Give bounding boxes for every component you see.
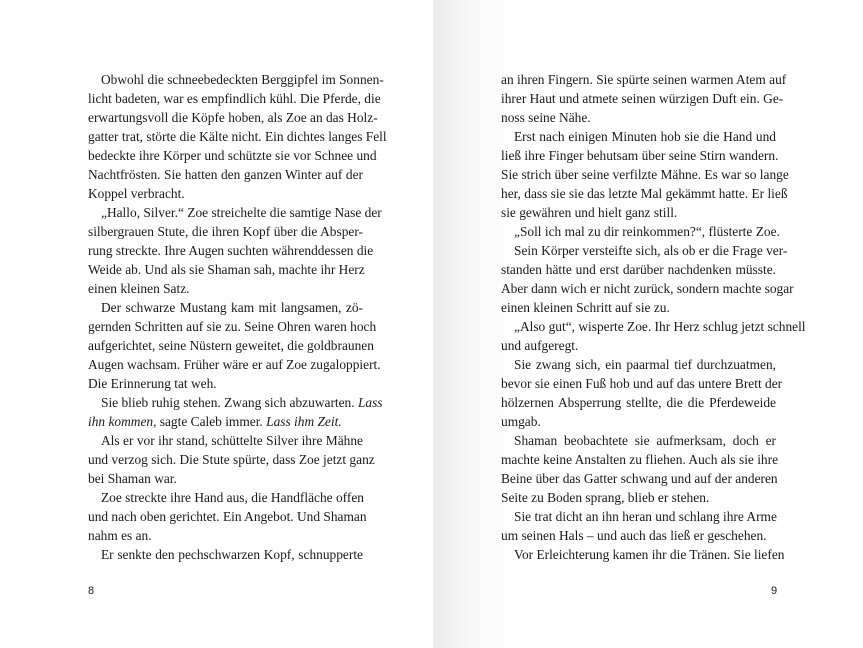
text-line: ihn kommen, sagte Caleb immer. Lass ihm Zeit. (88, 414, 342, 429)
text-line: machte keine Anstalten zu fliehen. Auch als sie ihre (501, 452, 779, 467)
text-line: und verzog sich. Die Stute spürte, dass Zoe jetzt ganz (88, 452, 375, 467)
text-line: standen hätte und erst darüber nachdenken müsste. (501, 262, 776, 277)
text-line: nahm es an. (88, 528, 152, 543)
text-line: Shaman beobachtete sie aufmerksam, doch er (514, 433, 776, 448)
text-line: licht badeten, war es empfindlich kühl. Die Pferde, die (88, 91, 381, 106)
text-line: ihrer Haut und atmete seinen würzigen Duft ein. Ge- (501, 91, 784, 106)
text-line: Erst nach einigen Minuten hob sie die Hand und (514, 129, 776, 144)
right-page-number: 9 (771, 585, 778, 597)
text-line: Sein Körper versteifte sich, als ob er die Frage ver- (514, 243, 788, 258)
text-line: silbergrauen Stute, die ihren Kopf über die Absper- (88, 224, 363, 239)
text-line: Sie blieb ruhig stehen. Zwang sich abzuwarten. Lass (101, 395, 383, 410)
text-line: um seinen Hals – und auch das ließ er geschehen. (501, 528, 767, 543)
right-page (433, 0, 863, 648)
text-line: Beine über das Gatter schwang und auf der anderen (501, 471, 778, 486)
text-line: bevor sie einen Fuß hob und auf das untere Brett der (501, 376, 783, 391)
text-line: einen kleinen Satz. (88, 281, 190, 296)
text-line: Zoe streckte ihre Hand aus, die Handfläche offen (101, 490, 364, 505)
text-line: her, dass sie sie das letzte Mal gekämmt hatte. Er ließ (501, 186, 788, 201)
text-line: bei Shaman war. (88, 471, 177, 486)
left-page-text (88, 70, 387, 564)
text-line: aufgerichtet, seine Nüstern geweitet, die goldbraunen (88, 338, 374, 353)
text-line: Weide ab. Und als sie Shaman sah, machte ihr Herz (88, 262, 365, 277)
text-line: einen kleinen Schritt auf sie zu. (501, 300, 670, 315)
text-line: umgab. (501, 414, 541, 429)
text-line: „Soll ich mal zu dir reinkommen?“, flüsterte Zoe. (514, 224, 780, 239)
text-line: Aber dann wich er nicht zurück, sondern machte sogar (501, 281, 794, 296)
text-line: Er senkte den pechschwarzen Kopf, schnupperte (101, 547, 363, 562)
text-line: und nach oben gerichtet. Ein Angebot. Und Shaman (88, 509, 367, 524)
text-line: Augen wachsam. Früher wäre er auf Zoe zugaloppiert. (88, 357, 381, 372)
text-line: gernden Schritten auf sie zu. Seine Ohren waren hoch (88, 319, 377, 334)
text-line: Vor Erleichterung kamen ihr die Tränen. Sie liefen (514, 547, 785, 562)
text-line: „Also gut“, wisperte Zoe. Ihr Herz schlug jetzt schnell (514, 319, 806, 334)
text-line: an ihren Fingern. Sie spürte seinen warmen Atem auf (501, 72, 787, 87)
text-line: und aufgeregt. (501, 338, 579, 353)
text-line: Der schwarze Mustang kam mit langsamen, zö- (101, 300, 363, 315)
left-page-number: 8 (88, 585, 95, 597)
text-line: gatter trat, störte die Kälte nicht. Ein dichtes langes Fell (88, 129, 387, 144)
text-line: Die Erinnerung tat weh. (88, 376, 217, 391)
text-line: Koppel verbracht. (88, 186, 185, 201)
right-page-text (501, 70, 806, 564)
text-line: Als er vor ihr stand, schüttelte Silver ihre Mähne (101, 433, 363, 448)
text-line: „Hallo, Silver.“ Zoe streichelte die samtige Nase der (101, 205, 382, 220)
text-line: Obwohl die schneebedeckten Berggipfel im Sonnen- (101, 72, 384, 87)
text-line: Nachtfrösten. Sie hatten den ganzen Winter auf der (88, 167, 363, 182)
text-line: Sie zwang sich, ein paarmal tief durchzuatmen, (514, 357, 776, 372)
text-line: sie gewähren und hielt ganz still. (501, 205, 678, 220)
text-line: ließ ihre Finger behutsam über seine Stirn wandern. (501, 148, 779, 163)
text-line: Seite zu Boden sprang, blieb er stehen. (501, 490, 710, 505)
text-line: erwartungsvoll die Köpfe hoben, als Zoe an das Holz- (88, 110, 378, 125)
text-line: bedeckte ihre Körper und schützte sie vor Schnee und (88, 148, 377, 163)
text-line: Sie strich über seine verfilzte Mähne. Es war so lange (501, 167, 789, 182)
text-line: Sie trat dicht an ihn heran und schlang ihre Arme (514, 509, 777, 524)
text-line: rung streckte. Ihre Augen suchten währenddessen die (88, 243, 374, 258)
text-line: hölzernen Absperrung stellte, die die Pferdeweide (501, 395, 776, 410)
text-line: noss seine Nähe. (501, 110, 591, 125)
